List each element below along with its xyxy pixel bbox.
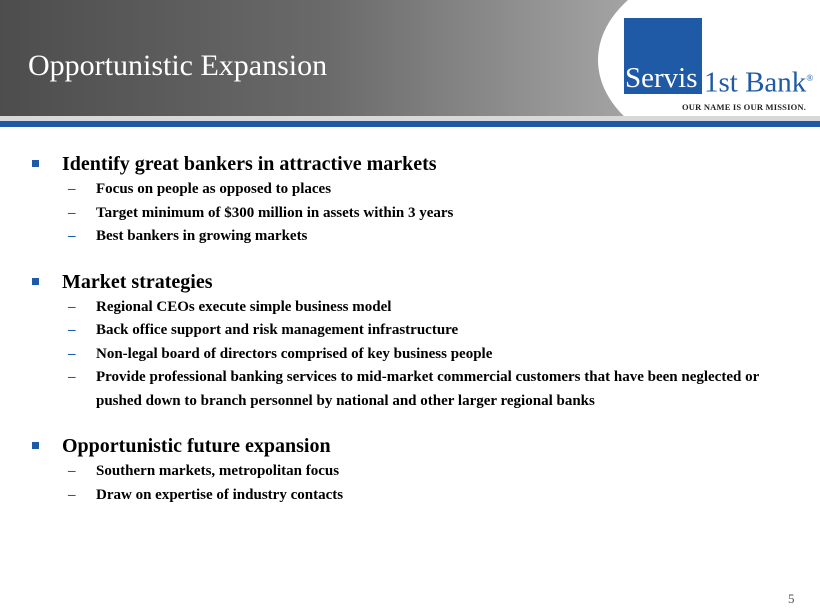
logo-tagline: OUR NAME IS OUR MISSION. xyxy=(682,102,807,112)
section-heading-text: Identify great bankers in attractive markets xyxy=(62,153,437,175)
section-heading-text: Opportunistic future expansion xyxy=(62,435,331,457)
square-bullet-icon xyxy=(32,442,39,449)
square-bullet-icon xyxy=(32,278,39,285)
section-identify-bankers xyxy=(30,150,790,249)
logo-word-servis: Servis xyxy=(625,62,698,94)
list-item xyxy=(30,484,790,508)
dash-bullet-icon: – xyxy=(68,298,76,315)
dash-bullet-icon: – xyxy=(68,486,76,503)
list-item-text: Focus on people as opposed to places xyxy=(96,181,332,197)
logo-word-bank-text: 1st Bank xyxy=(704,66,807,99)
dash-bullet-icon: – xyxy=(68,228,76,244)
registered-mark: ® xyxy=(806,73,814,83)
header-rule-blue xyxy=(0,121,820,127)
list-item-text: Back office support and risk management infrastructure xyxy=(96,322,459,338)
section-heading xyxy=(30,268,790,296)
slide-title: Opportunistic Expansion xyxy=(28,49,328,82)
slide-header xyxy=(0,0,820,116)
list-item-text: Southern markets, metropolitan focus xyxy=(96,463,340,479)
section-heading-text: Market strategies xyxy=(62,270,213,293)
section-market-strategies xyxy=(30,268,790,414)
page-number: 5 xyxy=(788,591,795,606)
list-item-text: Target minimum of $300 million in assets within 3 years xyxy=(96,204,454,221)
list-item-text: Draw on expertise of industry contacts xyxy=(96,486,344,503)
list-item-text: Non-legal board of directors comprised of key business people xyxy=(96,345,493,362)
list-item-text: Best bankers in growing markets xyxy=(96,228,308,244)
section-heading xyxy=(30,150,790,178)
dash-bullet-icon: – xyxy=(68,204,76,221)
dash-bullet-icon: – xyxy=(68,463,76,479)
dash-bullet-icon: – xyxy=(68,181,76,197)
section-heading xyxy=(30,432,790,460)
list-item xyxy=(30,296,790,320)
list-item-text: Provide professional banking services to mid-market commercial customers that have been neglected or pushed down to branch personnel by national and other larger regional banks xyxy=(96,369,759,409)
bank-logo xyxy=(620,16,816,116)
list-item xyxy=(30,225,790,249)
dash-bullet-icon: – xyxy=(68,345,76,362)
section-future-expansion xyxy=(30,432,790,507)
slide-body xyxy=(30,150,790,526)
logo-word-bank xyxy=(704,62,813,99)
list-item xyxy=(30,202,790,226)
square-bullet-icon xyxy=(32,160,39,167)
list-item xyxy=(30,366,790,413)
dash-bullet-icon: – xyxy=(68,322,76,338)
list-item-text: Regional CEOs execute simple business model xyxy=(96,298,392,315)
list-item xyxy=(30,343,790,367)
list-item xyxy=(30,178,790,202)
list-item xyxy=(30,319,790,343)
list-item xyxy=(30,460,790,484)
dash-bullet-icon: – xyxy=(68,369,76,385)
